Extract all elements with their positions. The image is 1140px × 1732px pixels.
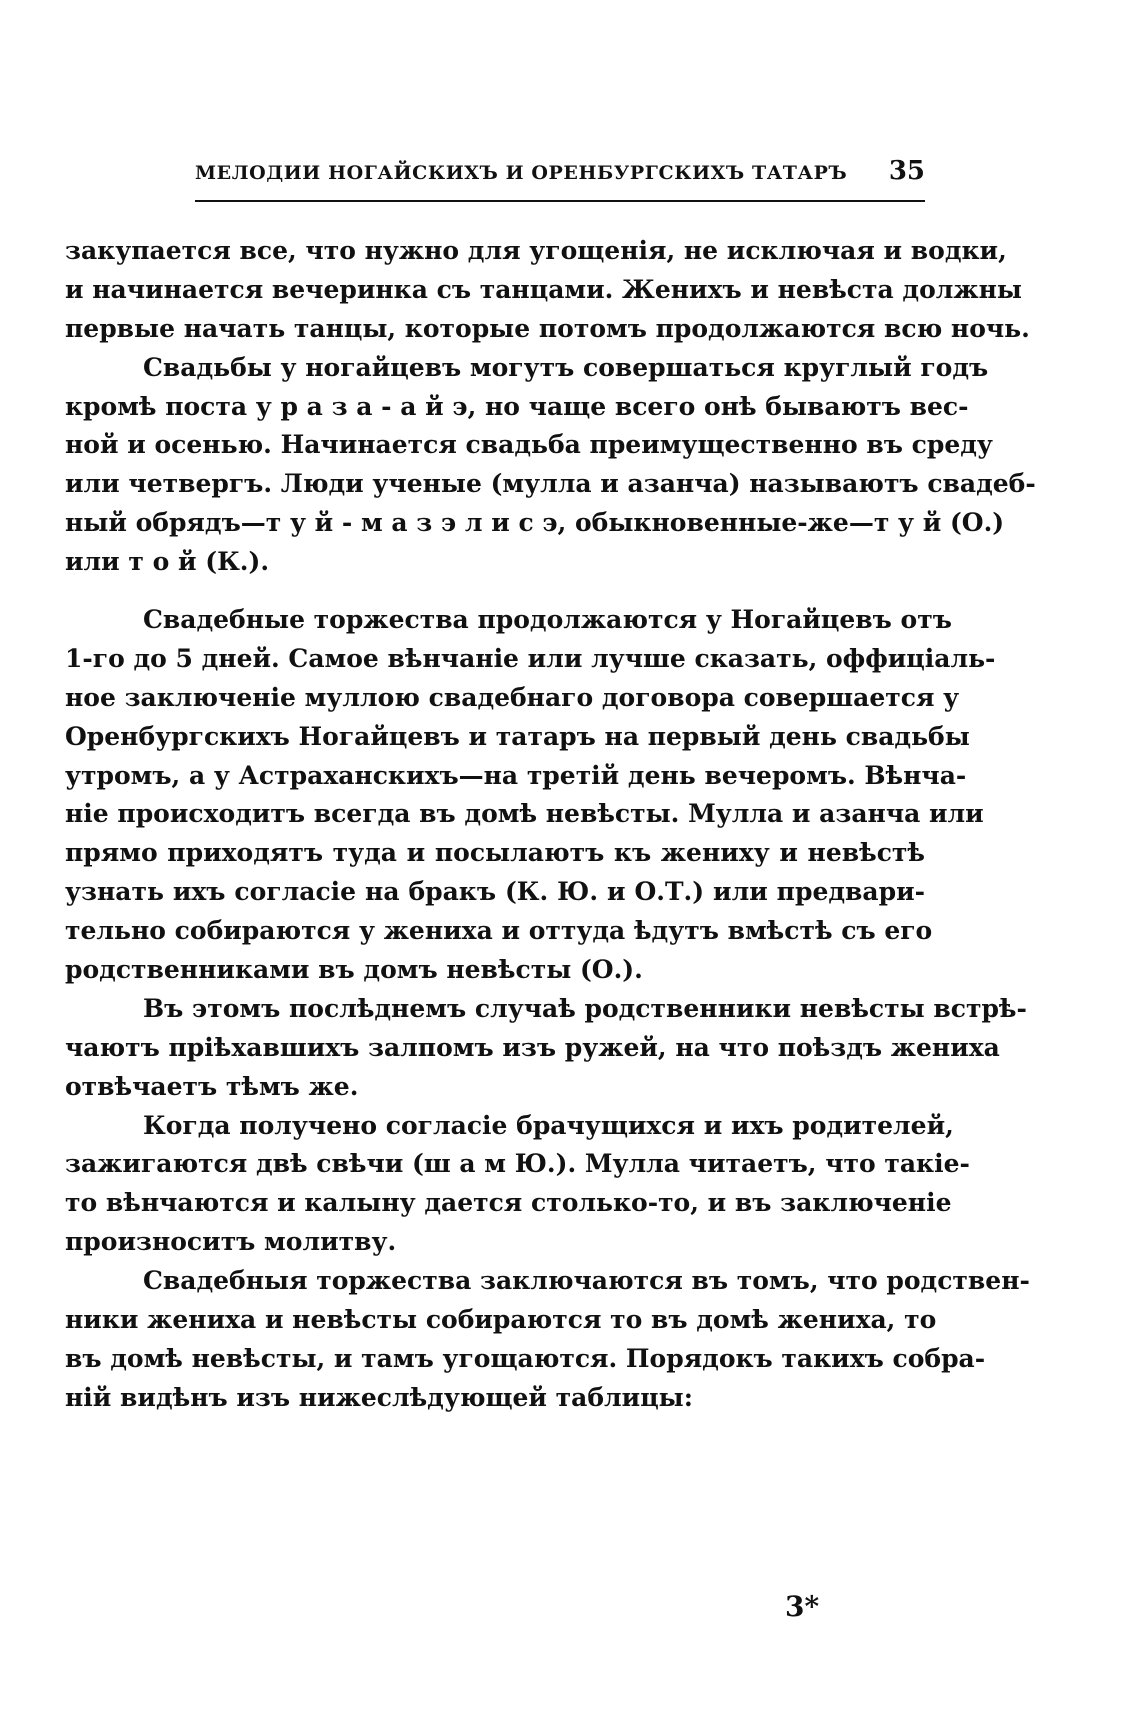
text-line: ное заключеніе муллою свадебнаго договора совершается у xyxy=(65,682,960,712)
body-text xyxy=(65,232,1036,1418)
running-header xyxy=(195,156,925,198)
text-line: первые начать танцы, которые потомъ продолжаются всю ночь. xyxy=(65,313,1030,343)
text-line: прямо приходятъ туда и посылаютъ къ жениху и невѣстѣ xyxy=(65,838,925,868)
text-line: 1-го до 5 дней. Самое вѣнчаніе или лучше сказать, оффиціаль- xyxy=(65,643,996,673)
text-line: то вѣнчаются и калыну дается столько-то, и въ заключеніе xyxy=(65,1188,952,1218)
header-title: МЕЛОДИИ НОГАЙСКИХЪ И ОРЕНБУРГСКИХЪ ТАТАРЪ xyxy=(195,162,848,184)
text-line: или т о й (К.). xyxy=(65,547,270,577)
text-line: Когда получено согласіе брачущихся и ихъ родителей, xyxy=(143,1110,954,1140)
text-line: Свадьбы у ногайцевъ могутъ совершаться круглый годъ xyxy=(143,352,989,382)
text-line: въ домѣ невѣсты, и тамъ угощаются. Порядокъ такихъ собра- xyxy=(65,1343,986,1373)
text-line: или четвергъ. Люди ученые (мулла и азанча) называютъ свадеб- xyxy=(65,469,1036,499)
text-line: произноситъ молитву. xyxy=(65,1227,397,1257)
text-line: и начинается вечеринка съ танцами. Женихъ и невѣста должны xyxy=(65,274,1022,304)
text-line: ный обрядъ—т у й - м а з э л и с э, обыкновенные-же—т у й (О.) xyxy=(65,508,1005,538)
text-line: зажигаются двѣ свѣчи (ш а м Ю.). Мулла читаетъ, что такіе- xyxy=(65,1149,970,1179)
text-line: родственниками въ домъ невѣсты (О.). xyxy=(65,955,643,985)
text-line: закупается все, что нужно для угощенія, не исключая и водки, xyxy=(65,236,1007,265)
text-line: узнать ихъ согласіе на бракъ (К. Ю. и О.Т.) или предвари- xyxy=(65,877,925,907)
text-line: Оренбургскихъ Ногайцевъ и татаръ на первый день свадьбы xyxy=(65,721,970,751)
page-number: 35 xyxy=(888,156,925,186)
text-line: ной и осенью. Начинается свадьба преимущественно въ среду xyxy=(65,430,993,460)
signature-mark: 3* xyxy=(785,1590,820,1623)
text-line: Свадебные торжества продолжаются у Ногайцевъ отъ xyxy=(143,605,952,635)
text-line: утромъ, а у Астраханскихъ—на третій день вечеромъ. Вѣнча- xyxy=(65,760,967,790)
text-line: чаютъ пріѣхавшихъ залпомъ изъ ружей, на что поѣздъ жениха xyxy=(65,1032,1000,1062)
text-line: ники жениха и невѣсты собираются то въ домѣ жениха, то xyxy=(65,1305,937,1335)
text-line: кромѣ поста у р а з а - а й э, но чаще всего онѣ бываютъ вес- xyxy=(65,391,969,421)
text-line: тельно собираются у жениха и оттуда ѣдутъ вмѣстѣ съ его xyxy=(65,916,933,946)
text-line: ніе происходитъ всегда въ домѣ невѣсты. Мулла и азанча или xyxy=(65,799,984,829)
text-line: Въ этомъ послѣднемъ случаѣ родственники невѣсты встрѣ- xyxy=(143,993,1027,1023)
text-line: отвѣчаетъ тѣмъ же. xyxy=(65,1071,359,1101)
text-line: Свадебныя торжества заключаются въ томъ, что родствен- xyxy=(143,1266,1030,1296)
text-line: ній видѣнъ изъ нижеслѣдующей таблицы: xyxy=(65,1382,693,1412)
header-rule xyxy=(195,200,925,202)
